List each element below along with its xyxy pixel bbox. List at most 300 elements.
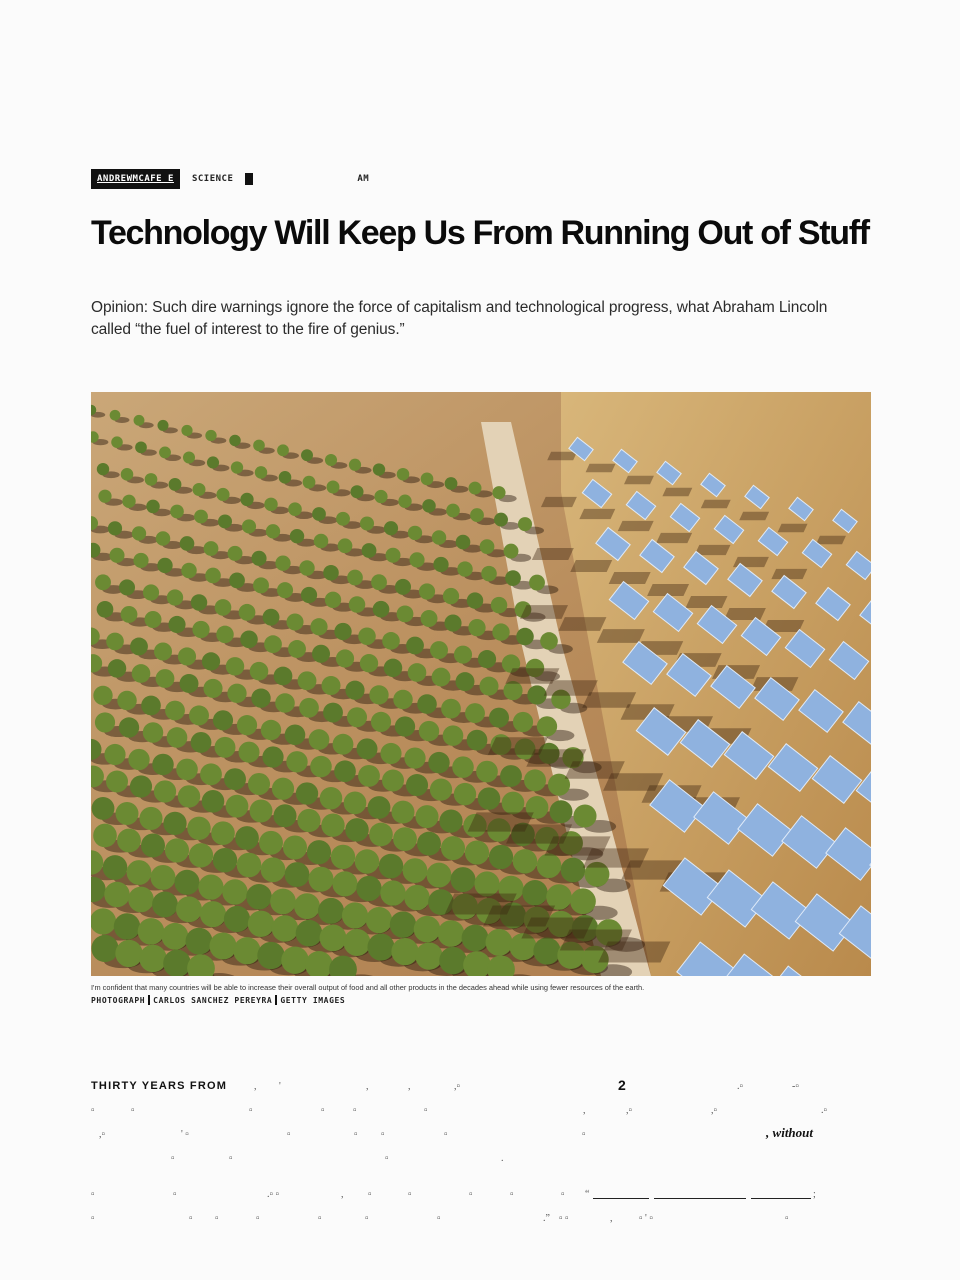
olive-tree: [392, 801, 415, 824]
olive-tree: [417, 694, 437, 714]
panel-shadow: [570, 560, 612, 572]
olive-tree: [272, 915, 299, 942]
olive-tree: [433, 557, 448, 572]
olive-tree: [444, 615, 461, 632]
olive-tree: [165, 701, 185, 721]
olive-tree: [261, 720, 281, 740]
olive-tree: [192, 621, 209, 638]
olive-tree: [456, 535, 471, 550]
olive-tree: [277, 444, 289, 456]
section-link[interactable]: SCIENCE: [191, 174, 234, 184]
hero-image: [91, 392, 871, 976]
olive-tree: [480, 539, 495, 554]
olive-tree: [518, 517, 532, 531]
olive-tree: [132, 664, 151, 683]
olive-tree: [481, 566, 497, 582]
olive-tree: [320, 787, 343, 810]
olive-tree: [333, 734, 354, 755]
olive-tree: [290, 529, 304, 543]
olive-tree: [281, 946, 309, 974]
olive-tree: [162, 923, 189, 950]
panel-shadow: [547, 452, 577, 460]
article-dek: Opinion: Such dire warnings ignore the force of capitalism and technological progress, what Abraham Lincoln called “the fuel of interest to the fire of genius.”: [91, 299, 828, 338]
olive-tree: [189, 705, 209, 725]
olive-tree: [97, 463, 109, 475]
olive-tree: [143, 584, 159, 600]
olive-tree: [537, 853, 562, 878]
olive-tree: [456, 672, 475, 691]
olive-tree: [248, 911, 274, 937]
olive-tree: [320, 924, 347, 951]
olive-tree: [345, 818, 368, 841]
olive-tree: [250, 800, 273, 823]
panel-shadow: [520, 605, 568, 619]
olive-tree: [181, 425, 192, 436]
olive-tree: [513, 712, 533, 732]
olive-tree: [130, 638, 148, 656]
panel-shadow: [656, 533, 692, 543]
panel-shadow: [618, 521, 654, 531]
olive-tree: [332, 871, 357, 896]
olive-tree: [478, 650, 496, 668]
panel-shadow: [579, 509, 615, 519]
olive-tree: [298, 671, 317, 690]
panel-shadow: [532, 548, 574, 560]
olive-tree: [380, 743, 401, 764]
olive-tree: [415, 805, 438, 828]
olive-tree: [272, 778, 294, 800]
olive-tree: [117, 691, 137, 711]
panel-shadow: [598, 942, 670, 963]
olive-tree: [474, 871, 499, 896]
olive-tree: [347, 570, 363, 586]
olive-tree: [494, 513, 508, 527]
panel-shadow: [778, 524, 808, 532]
olive-tree: [403, 858, 428, 883]
olive-tree: [443, 588, 459, 604]
body-italic: , without: [766, 1125, 813, 1140]
olive-tree: [427, 863, 452, 888]
olive-tree: [570, 888, 596, 914]
olive-tree: [502, 792, 525, 815]
olive-tree: [235, 826, 259, 850]
olive-tree: [176, 896, 202, 922]
olive-tree: [204, 541, 219, 556]
olive-tree: [439, 810, 462, 833]
olive-tree: [310, 756, 332, 778]
olive-tree: [275, 556, 290, 571]
olive-tree: [432, 668, 451, 687]
hero-caption: I'm confident that many countries will be able to increase their overall output of food and all other products in the decades ahead while using fewer resources of the earth.: [91, 983, 645, 992]
olive-tree: [143, 722, 163, 742]
article-headline: Technology Will Keep Us From Running Out of Stuff: [91, 214, 869, 252]
olive-tree: [174, 870, 199, 895]
olive-tree: [167, 589, 183, 605]
olive-tree: [132, 526, 146, 540]
body-line: ▫ ▫ .▫ ▫ , ▫ ▫ ▫ ▫ ▫ “ ;: [91, 1189, 816, 1200]
olive-tree: [106, 633, 124, 651]
olive-tree: [323, 565, 339, 581]
panel-shadow: [771, 569, 807, 579]
olive-tree: [344, 929, 371, 956]
olive-tree: [157, 420, 168, 431]
olive-tree: [421, 610, 438, 627]
olive-tree: [338, 538, 353, 553]
olive-tree: [301, 449, 313, 461]
panel-shadow: [541, 497, 577, 507]
olive-tree: [374, 490, 387, 503]
body-line: ▫ ▫ ▫ .: [171, 1153, 504, 1164]
olive-tree: [288, 640, 306, 658]
olive-tree: [229, 573, 245, 589]
olive-tree: [209, 932, 236, 959]
olive-tree: [285, 862, 310, 887]
olive-tree: [345, 681, 364, 700]
olive-tree: [226, 657, 244, 675]
olive-tree: [414, 916, 441, 943]
olive-tree: [450, 867, 475, 892]
olive-tree: [446, 504, 460, 518]
olive-tree: [180, 674, 199, 693]
olive-tree: [176, 759, 198, 781]
olive-tree: [533, 937, 560, 964]
olive-tree: [121, 606, 138, 623]
olive-tree: [253, 440, 265, 452]
olive-tree: [522, 880, 547, 905]
olive-tree: [422, 499, 436, 513]
olive-tree: [145, 473, 158, 486]
olive-tree: [110, 410, 121, 421]
body-line: ▫ ▫ ▫ ▫ ▫ ▫ ▫ .” ▫ ▫ , ▫ ' ▫ ▫: [91, 1213, 789, 1224]
olive-tree: [491, 597, 508, 614]
olive-tree: [379, 854, 404, 879]
olive-tree: [438, 920, 465, 947]
olive-tree: [156, 531, 171, 546]
olive-tree: [357, 738, 378, 759]
olive-tree: [205, 430, 216, 441]
olive-tree: [360, 654, 378, 672]
olive-tree: [202, 652, 220, 670]
olive-tree: [573, 804, 596, 827]
olive-tree: [369, 823, 393, 847]
olive-tree: [211, 821, 235, 845]
olive-tree: [264, 498, 277, 511]
olive-tree: [115, 940, 142, 967]
olive-tree: [513, 849, 537, 873]
olive-tree: [181, 563, 197, 579]
olive-tree: [516, 628, 534, 646]
panel-shadow: [586, 464, 616, 472]
olive-tree: [114, 913, 140, 939]
date-separator-block: [245, 173, 253, 185]
panel-shadow: [816, 536, 846, 544]
olive-tree: [312, 645, 330, 663]
olive-tree: [486, 929, 513, 956]
olive-tree: [250, 662, 269, 681]
olive-tree: [336, 649, 354, 667]
olive-tree: [500, 765, 522, 787]
olive-tree: [288, 502, 302, 516]
olive-tree: [441, 836, 465, 860]
olive-tree: [192, 483, 205, 496]
olive-tree: [229, 435, 240, 446]
olive-tree: [350, 485, 363, 498]
olive-tree: [391, 938, 418, 965]
olive-tree: [362, 543, 377, 558]
olive-tree: [470, 508, 484, 522]
olive-tree: [119, 579, 135, 595]
olive-tree: [183, 451, 195, 463]
olive-tree: [384, 521, 398, 535]
olive-tree: [503, 681, 522, 700]
olive-tree: [373, 463, 385, 475]
olive-tree: [323, 703, 343, 723]
olive-tree: [163, 812, 186, 835]
olive-tree: [454, 646, 472, 664]
credit-agency: GETTY IMAGES: [280, 995, 346, 1005]
olive-tree: [465, 703, 485, 723]
olive-tree: [106, 770, 128, 792]
olive-tree: [327, 481, 340, 494]
olive-tree: [385, 548, 400, 563]
olive-tree: [356, 876, 381, 901]
olive-tree: [139, 945, 166, 972]
olive-tree: [286, 613, 303, 630]
olive-tree: [239, 604, 256, 621]
olive-tree: [187, 817, 210, 840]
olive-tree: [382, 770, 404, 792]
olive-tree: [248, 773, 270, 795]
olive-tree: [344, 792, 367, 815]
olive-tree: [141, 833, 165, 857]
olive-tree: [128, 749, 149, 770]
credit-divider: [148, 995, 150, 1005]
olive-tree: [384, 659, 403, 678]
olive-tree: [264, 635, 282, 653]
olive-tree: [380, 880, 405, 905]
body-paragraph: [91, 1185, 871, 1233]
body-paragraph: [91, 1077, 871, 1173]
olive-tree: [469, 482, 482, 495]
olive-tree: [117, 829, 141, 853]
olive-tree: [303, 476, 316, 489]
olive-tree: [419, 721, 439, 741]
olive-tree: [504, 544, 519, 559]
olive-tree: [144, 611, 161, 628]
olive-tree: [393, 690, 412, 709]
olive-tree: [395, 579, 411, 595]
olive-tree: [417, 832, 441, 856]
olive-tree: [154, 643, 172, 661]
olive-tree: [371, 574, 387, 590]
olive-tree: [358, 627, 376, 645]
olive-tree: [98, 490, 111, 503]
olive-tree: [178, 785, 200, 807]
olive-tree: [111, 436, 123, 448]
olive-tree: [342, 902, 368, 928]
olive-tree: [168, 616, 185, 633]
olive-tree: [104, 744, 125, 765]
olive-tree: [255, 466, 267, 478]
olive-tree: [489, 708, 509, 728]
olive-tree: [218, 514, 232, 528]
olive-tree: [428, 752, 449, 773]
olive-tree: [404, 747, 425, 768]
panel-shadow: [739, 512, 769, 520]
olive-tree: [180, 536, 195, 551]
olive-tree: [222, 879, 247, 904]
olive-tree: [275, 693, 295, 713]
panel-shadow: [701, 500, 731, 508]
olive-tree: [133, 553, 148, 568]
olive-tree: [358, 765, 380, 787]
article-meta: [91, 169, 369, 189]
olive-tree: [550, 800, 573, 823]
olive-tree: [228, 546, 243, 561]
credit-divider: [275, 995, 277, 1005]
olive-tree: [349, 596, 366, 613]
panel-shadow: [609, 572, 651, 584]
olive-tree: [443, 725, 464, 746]
olive-tree: [540, 632, 558, 650]
olive-tree: [279, 471, 292, 484]
quote-open: “: [585, 1189, 590, 1200]
olive-tree: [266, 524, 280, 538]
panel-shadow: [724, 608, 766, 620]
olive-tree: [524, 769, 546, 791]
olive-tree: [297, 809, 320, 832]
olive-tree: [505, 570, 521, 586]
publish-date: AM: [357, 174, 370, 184]
olive-tree: [109, 548, 124, 563]
olive-tree: [146, 500, 160, 514]
olive-tree: [369, 685, 388, 704]
olive-tree: [203, 679, 222, 698]
olive-tree: [95, 574, 111, 590]
panel-shadow: [624, 476, 654, 484]
olive-tree: [159, 446, 171, 458]
olive-tree: [489, 845, 513, 869]
body-number: 2: [618, 1077, 626, 1093]
panel-shadow: [558, 617, 606, 631]
olive-tree: [154, 780, 176, 802]
olive-tree: [178, 647, 196, 665]
olive-tree: [263, 609, 280, 626]
olive-tree: [397, 605, 414, 622]
olive-tree: [406, 637, 424, 655]
olive-tree: [103, 855, 128, 880]
olive-tree: [325, 454, 337, 466]
olive-tree: [200, 901, 226, 927]
olive-tree: [430, 641, 448, 659]
olive-tree: [270, 889, 296, 915]
olive-tree: [240, 631, 258, 649]
olive-tree: [283, 836, 307, 860]
olive-tree: [213, 710, 233, 730]
olive-tree: [165, 838, 189, 862]
olive-tree: [186, 928, 213, 955]
olive-tree: [151, 865, 176, 890]
olive-tree: [355, 849, 379, 873]
olive-tree: [200, 763, 222, 785]
quote-close: .”: [543, 1213, 550, 1224]
olive-tree: [253, 577, 269, 593]
olive-tree: [277, 582, 293, 598]
olive-tree: [157, 558, 172, 573]
olive-tree: [398, 495, 411, 508]
olive-tree: [128, 887, 154, 913]
olive-tree: [478, 787, 501, 810]
olive-tree: [169, 478, 182, 491]
olive-tree: [135, 441, 147, 453]
olive-tree: [349, 459, 361, 471]
olive-tree: [301, 587, 317, 603]
aerial-farm-solar-photo-icon: [91, 392, 871, 976]
olive-tree: [312, 507, 326, 521]
olive-tree: [419, 583, 435, 599]
olive-tree: [198, 875, 223, 900]
olive-tree: [452, 756, 474, 778]
olive-tree: [231, 461, 243, 473]
lead-in: THIRTY YEARS FROM: [91, 1080, 228, 1092]
olive-tree: [537, 716, 557, 736]
olive-tree: [368, 796, 391, 819]
panel-shadow: [695, 545, 731, 555]
olive-tree: [310, 618, 327, 635]
olive-tree: [273, 804, 296, 827]
olive-tree: [251, 551, 266, 566]
olive-tree: [445, 477, 458, 490]
olive-tree: [261, 857, 286, 882]
olive-tree: [334, 760, 356, 782]
olive-tree: [373, 601, 390, 618]
olive-tree: [409, 552, 424, 567]
olive-tree: [309, 729, 330, 750]
olive-tree: [233, 937, 260, 964]
olive-tree: [170, 505, 184, 519]
olive-tree: [191, 594, 207, 610]
olive-tree: [347, 707, 367, 727]
olive-tree: [274, 667, 293, 686]
body-line: ,▫ ' ▫ ▫ ▫ ▫ ▫ ▫ , without: [99, 1125, 813, 1140]
olive-tree: [404, 885, 430, 911]
olive-tree: [163, 950, 191, 976]
author-link[interactable]: ANDREWMCAFE E: [91, 169, 180, 189]
olive-tree: [91, 908, 116, 934]
olive-tree: [194, 510, 208, 524]
olive-tree: [432, 530, 446, 544]
olive-tree: [251, 688, 270, 707]
olive-tree: [246, 884, 272, 910]
olive-tree: [141, 696, 161, 716]
olive-tree: [318, 898, 344, 924]
olive-tree: [259, 831, 283, 855]
olive-tree: [307, 840, 331, 864]
olive-tree: [561, 858, 586, 883]
olive-tree: [122, 495, 135, 508]
credit-name: CARLOS SANCHEZ PEREYRA: [153, 995, 273, 1005]
olive-tree: [152, 754, 173, 775]
olive-tree: [415, 942, 442, 969]
olive-tree: [408, 663, 427, 682]
olive-tree: [331, 845, 355, 869]
olive-tree: [360, 516, 374, 530]
olive-tree: [299, 698, 319, 718]
olive-tree: [371, 712, 391, 732]
olive-tree: [262, 746, 283, 767]
olive-tree: [226, 795, 249, 818]
olive-tree: [468, 619, 485, 636]
